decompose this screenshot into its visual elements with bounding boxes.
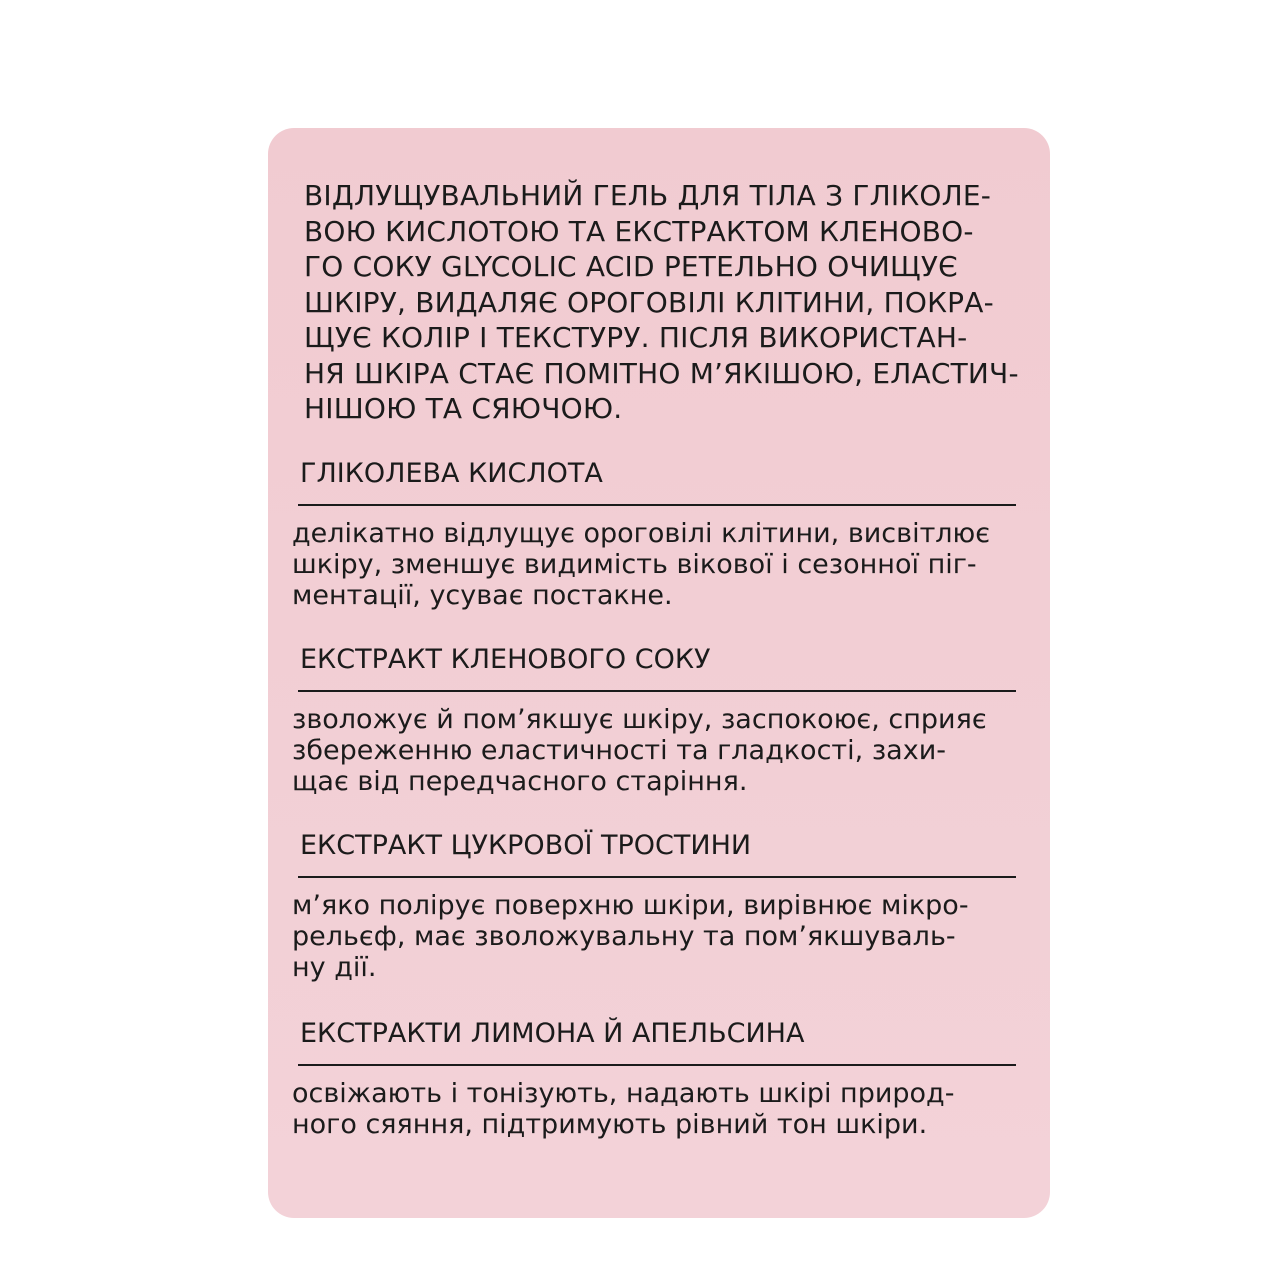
- ingredient-description: [292, 1078, 1016, 1140]
- description-line: ВОЮ КИСЛОТОЮ ТА ЕКСТРАКТОМ КЛЕНОВО-: [304, 214, 974, 248]
- divider: [298, 690, 1016, 692]
- ingredient-section-glycolic-acid: [292, 458, 1016, 611]
- ingredient-heading: ГЛІКОЛЕВА КИСЛОТА: [300, 458, 603, 489]
- ingredient-section-sugar-cane: [292, 830, 1016, 983]
- description-line: НІШОЮ ТА СЯЮЧОЮ.: [304, 392, 623, 425]
- description-line: ШКІРУ, ВИДАЛЯЄ ОРОГОВІЛІ КЛІТИНИ, ПОКРА-: [304, 285, 994, 319]
- ingredient-heading: ЕКСТРАКТИ ЛИМОНА Й АПЕЛЬСИНА: [300, 1018, 805, 1049]
- description-line: НЯ ШКІРА СТАЄ ПОМІТНО М’ЯКІШОЮ, ЕЛАСТИЧ-: [304, 356, 1019, 390]
- ingredient-heading: ЕКСТРАКТ КЛЕНОВОГО СОКУ: [300, 644, 711, 675]
- ingredient-description: [292, 704, 1016, 797]
- ingredient-line: освіжають і тонізують, надають шкірі природ-: [292, 1078, 955, 1109]
- description-line: ГО СОКУ GLYCOLIC ACID РЕТЕЛЬНО ОЧИЩУЄ: [304, 250, 958, 283]
- ingredient-section-maple-sap: [292, 644, 1016, 797]
- ingredient-heading: ЕКСТРАКТ ЦУКРОВОЇ ТРОСТИНИ: [300, 830, 752, 861]
- divider: [298, 876, 1016, 878]
- ingredient-line: м’яко полірує поверхню шкіри, вирівнює мікро-: [292, 890, 969, 921]
- ingredient-description: [292, 890, 1016, 983]
- product-info-card: [268, 128, 1050, 1218]
- ingredient-line: збереженню еластичності та гладкості, захи-: [292, 735, 946, 766]
- ingredient-line: шкіру, зменшує видимість вікової і сезонної піг-: [292, 549, 977, 580]
- ingredient-line: рельєф, має зволожувальну та пом’якшуваль-: [292, 921, 956, 952]
- divider: [298, 504, 1016, 506]
- ingredient-line: делікатно відлущує ороговілі клітини, висвітлює: [292, 518, 991, 549]
- ingredient-line: щає від передчасного старіння.: [292, 766, 748, 797]
- ingredient-section-lemon-orange: [292, 1018, 1016, 1140]
- divider: [298, 1064, 1016, 1066]
- ingredient-line: ментації, усуває постакне.: [292, 580, 673, 611]
- ingredient-line: зволожує й пом’якшує шкіру, заспокоює, сприяє: [292, 704, 987, 735]
- ingredient-description: [292, 518, 1016, 611]
- description-line: ЩУЄ КОЛІР І ТЕКСТУРУ. ПІСЛЯ ВИКОРИСТАН-: [304, 321, 968, 354]
- ingredient-line: ного сяяння, підтримують рівний тон шкіри.: [292, 1109, 928, 1140]
- description-line: ВІДЛУЩУВАЛЬНИЙ ГЕЛЬ ДЛЯ ТІЛА З ГЛІКОЛЕ-: [304, 179, 992, 212]
- ingredient-line: ну дії.: [292, 952, 377, 983]
- product-description: [304, 178, 1020, 427]
